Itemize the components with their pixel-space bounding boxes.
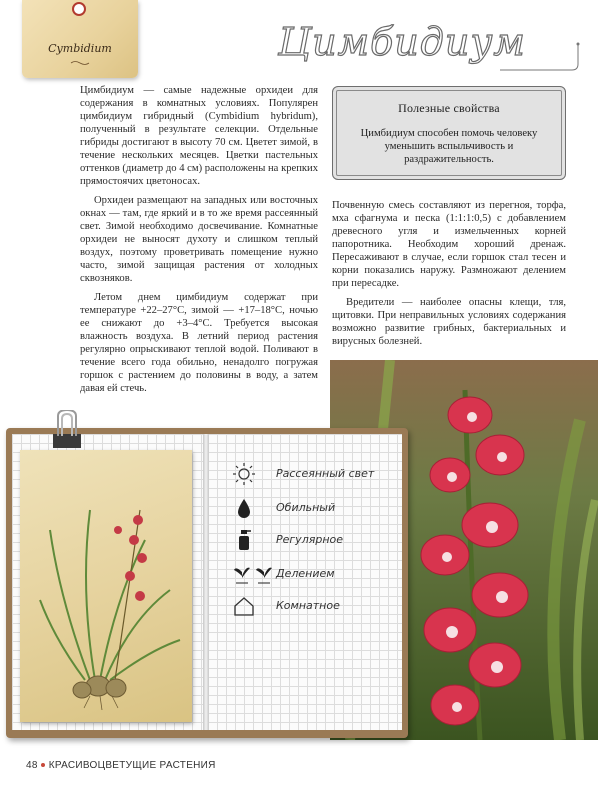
care-label-location: Комнатное: [276, 599, 340, 612]
main-text-left: [80, 84, 318, 401]
care-label-spraying: Регулярное: [276, 533, 344, 546]
section-name: КРАСИВОЦВЕТУЩИЕ РАСТЕНИЯ: [48, 760, 216, 771]
latin-name-tag: [22, 0, 138, 78]
title-ornament: [500, 42, 580, 72]
main-text-right: [332, 199, 566, 354]
care-label-watering: Обильный: [276, 501, 336, 514]
care-notebook: [6, 428, 408, 748]
footer-dot-icon: [41, 763, 45, 767]
paragraph: Орхидеи размещают на западных или восточных окнах — там, где яркий и в то же время рассеянный свет. Зимой необходимо досвечивание. Комнатные орхидеи не выносят духоту и слишком теплый воздух, поэтому проветривать помещение нужно часто, зимой защищая растения от холодных сквозняков.: [80, 195, 318, 284]
sun-icon: [232, 462, 256, 486]
care-row-spraying: [232, 528, 412, 552]
page-title: Цимбидиум: [278, 20, 526, 64]
division-icon: [232, 562, 276, 586]
tag-hole: [72, 2, 86, 16]
care-row-watering: [232, 496, 412, 520]
paragraph: Вредители — наиболее опасны клещи, тля, щитовки. При неправильных условиях содержания возможно развитие грибных, бактериальных и вирусных болезней.: [332, 297, 566, 347]
paragraph: Летом днем цимбидиум содержат при температуре +22–27°С, зимой — +17–18°С, ночью ее снижают до +3–4°С. Требуется высокая влажность воздуха. В летний период растения регулярно опрыскивают теплой водой. Поливают в течение всего года обильно, ненадолго погружая горшок с растением до половины в воду, а затем давая ей стечь.: [80, 292, 318, 394]
page-footer: [26, 760, 216, 771]
care-row-propagation: [232, 562, 412, 586]
info-box-title: Полезные свойства: [398, 101, 500, 115]
care-row-location: [232, 594, 412, 618]
useful-properties-box: [332, 86, 566, 180]
botanical-illustration-card: [20, 450, 192, 722]
latin-name: Cymbidium: [48, 42, 112, 55]
care-label-light: Рассеянный свет: [276, 467, 375, 480]
care-label-propagation: Делением: [276, 567, 335, 580]
binder-clip-icon: [50, 410, 84, 456]
spray-bottle-icon: [232, 528, 256, 552]
orchid-illustration: [20, 450, 192, 722]
notebook-spine: [203, 434, 209, 730]
ornament-icon: [70, 60, 90, 66]
info-box-text: Цимбидиум способен помочь человеку уменьшить вспыльчивость и раздражительность.: [360, 128, 538, 165]
page-number: 48: [26, 760, 38, 771]
house-icon: [232, 594, 256, 618]
paragraph: Почвенную смесь составляют из перегноя, торфа, мха сфагнума и песка (1:1:1:0,5) с добавлением древесного угля и измельченных корней папоротника. Необходим хороший дренаж. Пересаживают в случае, если горшок стал тесен и корни показались наружу. Размножают делением при пересадке.: [332, 200, 566, 289]
care-row-light: [232, 462, 412, 486]
water-drop-icon: [232, 496, 256, 520]
paragraph: Цимбидиум — самые надежные орхидеи для содержания в комнатных условиях. Популярен цимбидиум гибридный (Cymbidium hybridum), полученный в результате селекции. Отдельные гибриды достигают в высоту 70 см. Цветет зимой, в течение нескольких месяцев. Цветки пастельных оттенков (диаметр до 4 см) расположены на крепких прямостоячих цветоносах.: [80, 85, 318, 187]
